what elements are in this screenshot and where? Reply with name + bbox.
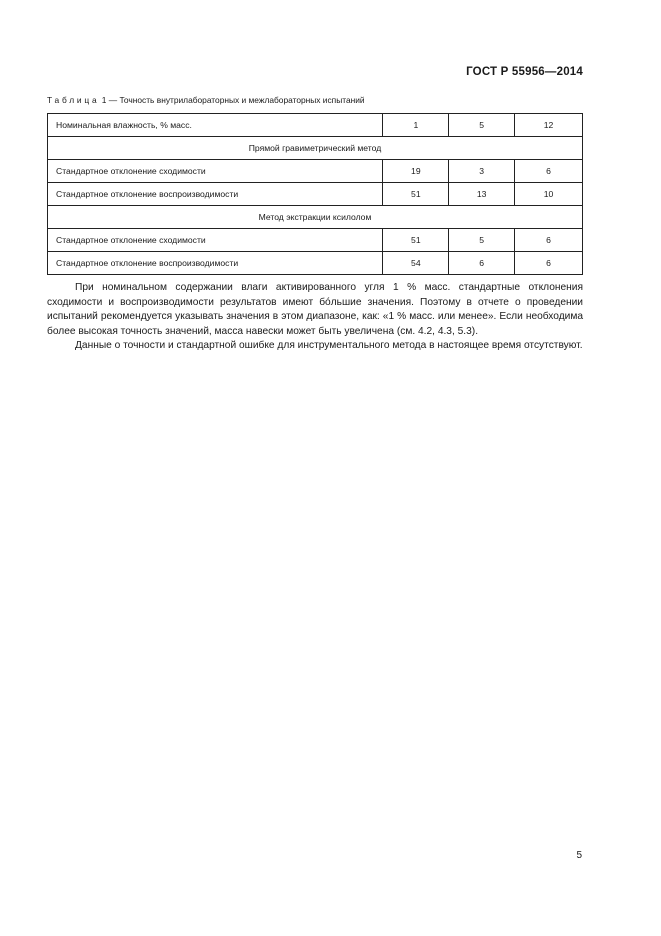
value-cell: 19 xyxy=(383,160,449,183)
value-cell: 6 xyxy=(515,160,583,183)
value-cell: 10 xyxy=(515,183,583,206)
row-label-cell: Стандартное отклонение воспроизводимости xyxy=(48,252,383,275)
value-cell: 51 xyxy=(383,183,449,206)
section-title-xylene: Метод экстракции ксилолом xyxy=(48,206,583,229)
row-label-cell: Стандартное отклонение сходимости xyxy=(48,160,383,183)
value-cell: 13 xyxy=(449,183,515,206)
document-header: ГОСТ Р 55956—2014 xyxy=(466,66,583,78)
table-caption xyxy=(47,95,365,105)
value-cell: 3 xyxy=(449,160,515,183)
value-cell: 5 xyxy=(449,229,515,252)
paragraph: При номинальном содержании влаги активированного угля 1 % масс. стандартные отклонения сходимости и воспроизводимости результатов имеют бо́льшие значения. Поэтому в отчете о проведении испытаний рекомендуется указывать значения в этом диапазоне, как: «1 % масс. или менее». Если необходима более высокая точность значений, масса навески может быть увеличена (см. 4.2, 4.3, 5.3). xyxy=(47,282,583,337)
page-number: 5 xyxy=(576,850,582,861)
row-label-cell: Стандартное отклонение воспроизводимости xyxy=(48,183,383,206)
precision-table xyxy=(47,113,583,275)
header-value-cell: 12 xyxy=(515,114,583,137)
value-cell: 54 xyxy=(383,252,449,275)
value-cell: 6 xyxy=(449,252,515,275)
value-cell: 6 xyxy=(515,229,583,252)
table-row xyxy=(48,183,583,206)
header-value-cell: 5 xyxy=(449,114,515,137)
table-row xyxy=(48,160,583,183)
row-label-cell: Стандартное отклонение сходимости xyxy=(48,229,383,252)
table-row xyxy=(48,252,583,275)
section-row xyxy=(48,206,583,229)
paragraph: Данные о точности и стандартной ошибке для инструментального метода в настоящее время отсутствуют. xyxy=(75,340,583,352)
value-cell: 6 xyxy=(515,252,583,275)
table-caption-label: Таблица xyxy=(47,95,100,105)
section-row xyxy=(48,137,583,160)
table-caption-text: 1 — Точность внутрилабораторных и межлабораторных испытаний xyxy=(101,95,365,105)
table-row xyxy=(48,229,583,252)
value-cell: 51 xyxy=(383,229,449,252)
section-title-gravimetric: Прямой гравиметрический метод xyxy=(48,137,583,160)
table-header-row xyxy=(48,114,583,137)
header-value-cell: 1 xyxy=(383,114,449,137)
body-text xyxy=(47,281,583,354)
header-label-cell: Номинальная влажность, % масс. xyxy=(48,114,383,137)
